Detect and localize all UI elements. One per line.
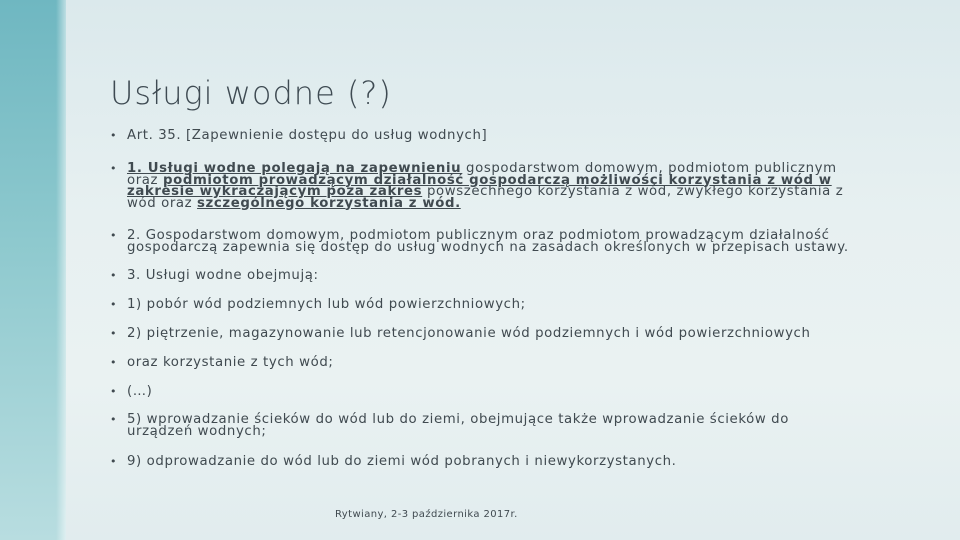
bullet-dot-icon: • — [110, 455, 118, 468]
bullet-point-2 — [110, 230, 850, 253]
bullet-text: 2. Gospodarstwom domowym, podmiotom publicznym oraz podmiotom prowadzącym działalność gospodarczą zapewnia się dostęp do usług wodnych na zasadach określonych w przepisach ustawy. — [127, 228, 849, 255]
bullet-text: 5) wprowadzanie ścieków do wód lub do ziemi, obejmujące także wprowadzanie ścieków do urządzeń wodnych; — [127, 412, 789, 439]
bullet-subpoint-2-cont — [110, 357, 850, 369]
bullet-emphasis: 1. Usługi wodne polegają na zapewnieniu — [127, 161, 462, 176]
bullet-text: 1) pobór wód podziemnych lub wód powierzchniowych; — [127, 297, 526, 312]
bullet-dot-icon: • — [110, 162, 118, 175]
bullet-dot-icon: • — [110, 413, 118, 426]
bullet-text: Art. 35. [Zapewnienie dostępu do usług wodnych] — [127, 128, 488, 143]
bullet-dot-icon: • — [110, 229, 118, 242]
bullet-emphasis: szczególnego korzystania z wód. — [197, 195, 461, 211]
bullet-dot-icon: • — [110, 269, 118, 282]
slide-footer: Rytwiany, 2-3 października 2017r. — [335, 509, 518, 520]
bullet-text: 9) odprowadzanie do wód lub do ziemi wód pobranych i niewykorzystanych. — [127, 454, 677, 469]
bullet-dot-icon: • — [110, 327, 118, 340]
bullet-subpoint-9 — [110, 456, 850, 468]
bullet-subpoint-1 — [110, 299, 850, 311]
bullet-ellipsis — [110, 386, 850, 398]
bullet-dot-icon: • — [110, 356, 118, 369]
bullet-text: 3. Usługi wodne obejmują: — [127, 268, 319, 283]
bullet-emphasis: podmiotom prowadzącym działalność gospodarczą możliwości korzystania z wód w zakresie wykraczającym poza zakres — [127, 172, 832, 199]
bullet-dot-icon: • — [110, 385, 118, 398]
bullet-text: (…) — [127, 384, 153, 399]
bullet-text: 2) piętrzenie, magazynowanie lub retencjonowanie wód podziemnych i wód powierzchniowych — [127, 326, 811, 341]
bullet-subpoint-2 — [110, 328, 850, 340]
slide-title: Usługi wodne (?) — [110, 74, 392, 112]
bullet-point-1 — [110, 163, 850, 209]
bullet-text: powszechnego korzystania z wód, zwykłego korzystania z wód oraz — [127, 184, 844, 211]
decorative-side-band — [0, 0, 66, 540]
bullet-text: gospodarstwom domowym, podmiotom publicznym oraz — [127, 161, 837, 188]
bullet-subpoint-5 — [110, 414, 850, 437]
bullet-dot-icon: • — [110, 129, 118, 142]
bullet-art-35 — [110, 130, 850, 142]
bullet-dot-icon: • — [110, 298, 118, 311]
bullet-point-3 — [110, 270, 850, 282]
bullet-text: oraz korzystanie z tych wód; — [127, 355, 334, 370]
